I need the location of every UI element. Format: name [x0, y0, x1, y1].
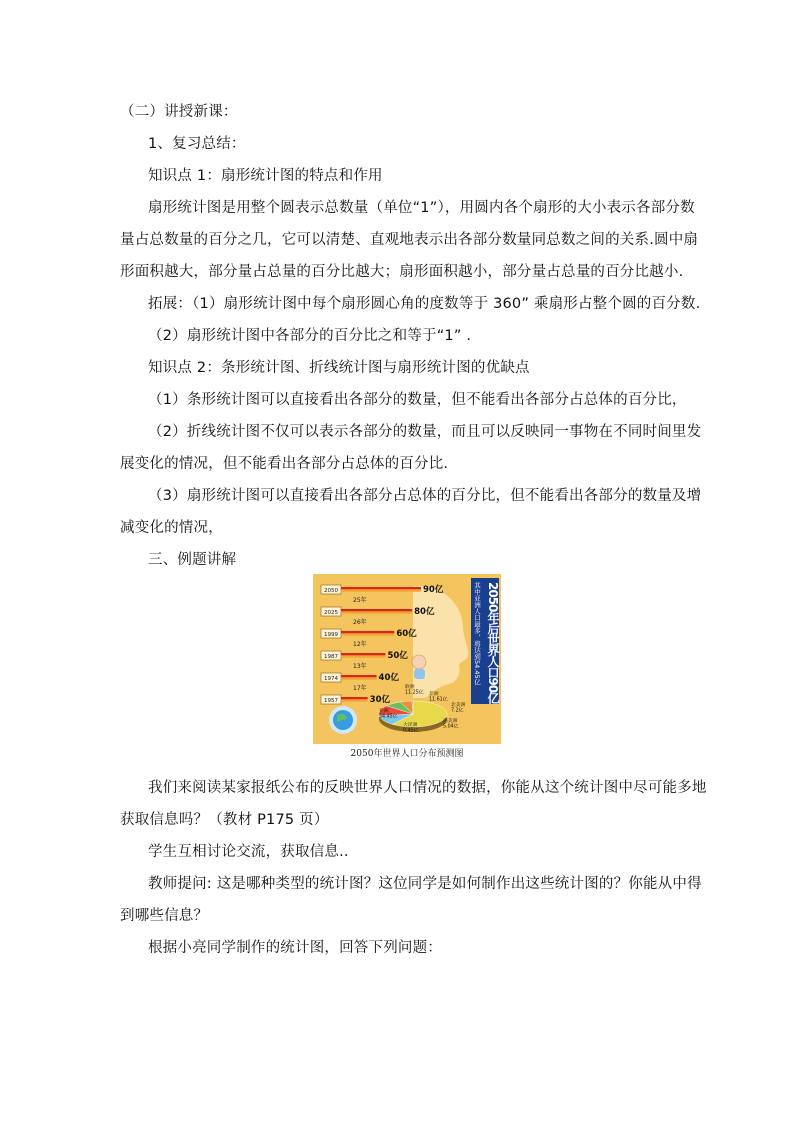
extension-2: （2）扇形统计图中各部分的百分比之和等于“1” . — [148, 328, 472, 344]
pie-value-label: 0.45亿 — [403, 728, 419, 734]
bar-value-label: 60亿 — [396, 629, 417, 639]
population-bar — [341, 675, 377, 677]
bar-value-label: 30亿 — [369, 695, 391, 705]
knowledge-point-1-title: 知识点 1：扇形统计图的特点和作用 — [148, 168, 383, 184]
population-chart-svg — [313, 574, 501, 744]
population-bar-shadow — [341, 633, 394, 635]
paragraph-line: 获取信息吗？（教材 P175 页） — [120, 812, 329, 828]
population-bar — [341, 697, 368, 699]
section-heading: （二）讲授新课： — [120, 104, 238, 120]
population-bar-shadow — [341, 611, 412, 613]
paragraph-line: 学生互相讨论交流，获取信息.. — [148, 844, 349, 860]
population-bar — [341, 587, 421, 589]
bar-value-label: 80亿 — [414, 607, 435, 617]
population-bar-shadow — [341, 677, 377, 679]
year-label: 1957 — [324, 698, 338, 704]
pie-value-label: 7.2亿 — [451, 708, 464, 714]
banner-title: 2050年后世界人口90亿 — [486, 582, 500, 704]
knowledge-point-2-item-2: 展变化的情况，但不能看出各部分占总体的百分比. — [120, 456, 449, 472]
population-bar — [341, 631, 394, 633]
pie-value-label: 5.04亿 — [443, 724, 459, 730]
interval-label: 25年 — [353, 597, 367, 604]
knowledge-point-2-title: 知识点 2：条形统计图、折线统计图与扇形统计图的优缺点 — [148, 360, 530, 376]
population-figure — [313, 574, 501, 764]
population-bar-shadow — [341, 589, 421, 591]
pie-value-label: 11.25亿 — [405, 690, 424, 696]
bar-value-label: 90亿 — [423, 585, 444, 595]
example-heading: 三、例题讲解 — [148, 552, 237, 568]
paragraph-line: 到哪些信息？ — [120, 908, 209, 924]
population-bar — [341, 653, 385, 655]
knowledge-point-2-item-3: （3）扇形统计图可以直接看出各部分占总体的百分比，但不能看出各部分的数量及增 — [148, 488, 702, 504]
interval-label: 26年 — [353, 619, 367, 626]
pie-label: 大洋洲 — [403, 723, 418, 728]
paragraph-line: 根据小亮同学制作的统计图，回答下列问题： — [148, 940, 442, 956]
paragraph-line: 教师提问: 这是哪种类型的统计图？这位同学是如何制作出这些统计图的？你能从中得 — [148, 876, 702, 892]
pie-value-label: 11.61亿 — [429, 697, 448, 703]
pie-label: 北美洲 — [451, 703, 466, 708]
population-bar-shadow — [341, 699, 368, 701]
knowledge-point-2-item-3: 减变化的情况， — [120, 520, 223, 536]
pie-label: 非洲 — [429, 692, 439, 697]
pie-label: 欧洲 — [405, 685, 415, 690]
pie-label: 亚洲 — [379, 709, 389, 714]
year-label: 2050 — [324, 588, 338, 594]
year-label: 2025 — [324, 610, 338, 616]
knowledge-point-2-item-1: （1）条形统计图可以直接看出各部分的数量，但不能看出各部分占总体的百分比， — [148, 392, 687, 408]
population-bar-shadow — [341, 655, 385, 657]
banner-subtitle: 其中亚洲人口最多，将达到54.45亿 — [473, 582, 481, 686]
knowledge-point-1-text: 扇形统计图是用整个圆表示总数量（单位“1”），用圆内各个扇形的大小表示各部分数 — [148, 200, 695, 216]
sub-heading: 1、复习总结： — [148, 136, 246, 152]
paragraph-line: 我们来阅读某家报纸公布的反映世界人口情况的数据，你能从这个统计图中尽可能多地 — [148, 780, 707, 796]
extension-1: 拓展：（1）扇形统计图中每个扇形圆心角的度数等于 360” 乘扇形占整个圆的百分数. — [148, 296, 701, 312]
child-icon — [412, 655, 426, 669]
bar-value-label: 50亿 — [387, 651, 408, 661]
interval-label: 17年 — [353, 685, 367, 692]
pie-value-label: 54.45亿 — [379, 714, 398, 720]
population-bar — [341, 609, 412, 611]
year-label: 1987 — [324, 654, 338, 660]
interval-label: 12年 — [353, 641, 367, 648]
bar-value-label: 40亿 — [378, 673, 399, 683]
pie-label: 南美洲 — [443, 719, 458, 724]
knowledge-point-2-item-2: （2）折线统计图不仅可以表示各部分的数量，而且可以反映同一事物在不同时间里发 — [148, 424, 702, 440]
interval-label: 13年 — [353, 663, 367, 670]
figure-caption: 2050年世界人口分布预测图 — [350, 749, 464, 759]
year-label: 1999 — [324, 632, 338, 638]
year-label: 1974 — [324, 676, 338, 682]
knowledge-point-1-text: 形面积越大，部分量占总量的百分比越大；扇形面积越小，部分量占总量的百分比越小. — [120, 264, 684, 280]
child-body — [414, 669, 425, 679]
knowledge-point-1-text: 量占总数量的百分之几，它可以清楚、直观地表示出各部分数量同总数之间的关系.圆中扇 — [120, 232, 699, 248]
